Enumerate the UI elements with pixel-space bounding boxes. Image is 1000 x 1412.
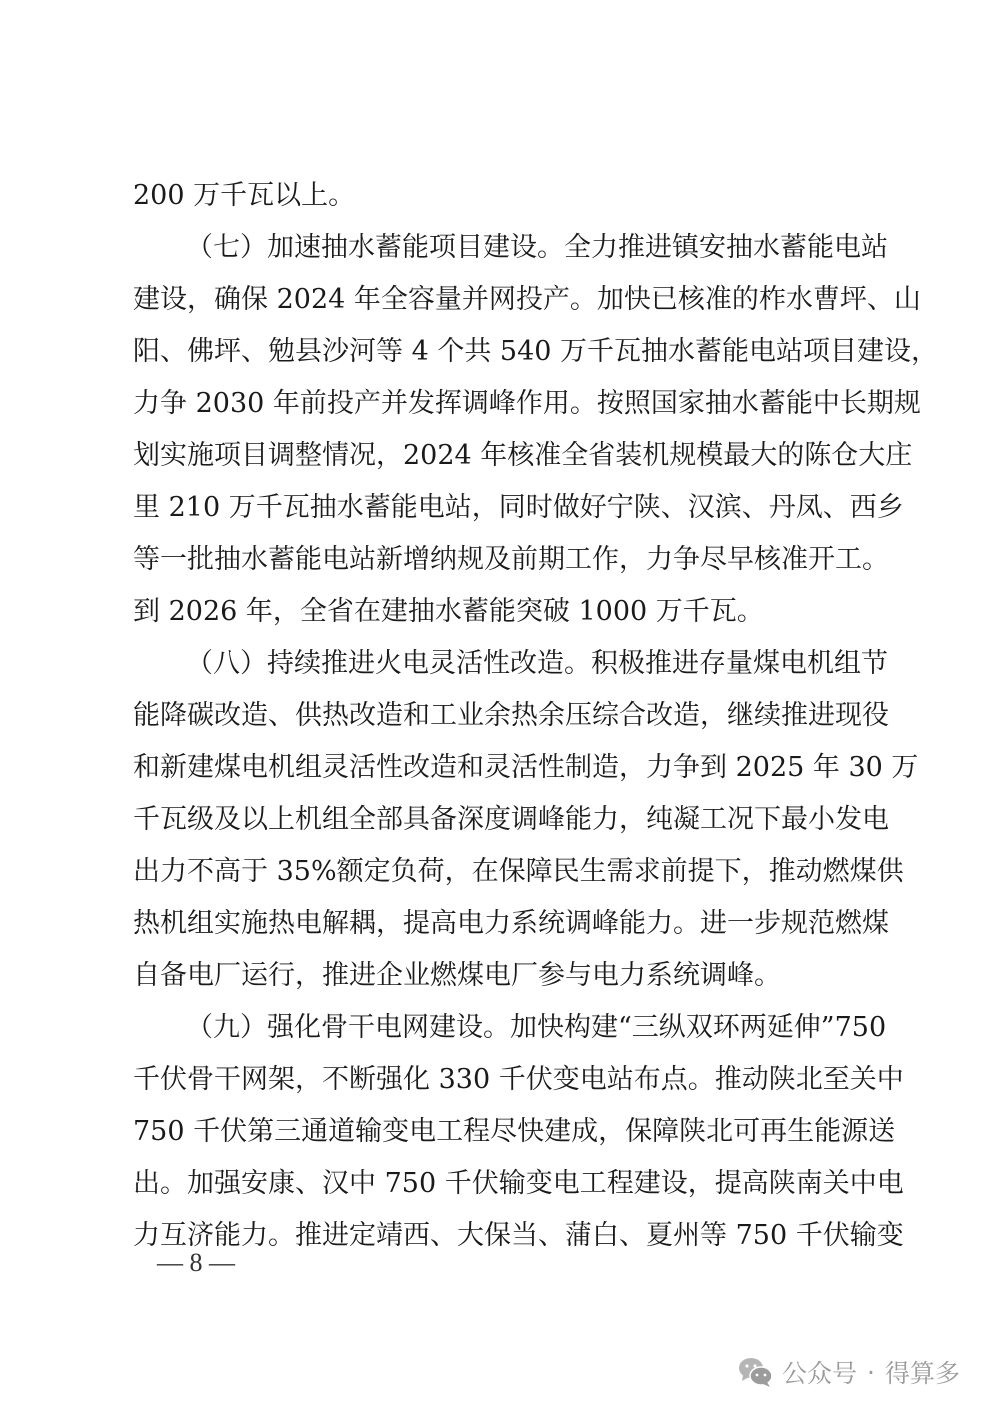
text-line: 热机组实施热电解耦，提高电力系统调峰能力。进一步规范燃煤 [133,908,889,939]
wechat-icon [738,1356,774,1388]
watermark-separator: · [867,1357,875,1387]
text-line: （八）持续推进火电灵活性改造。积极推进存量煤电机组节 [186,648,888,679]
text-line: 等一批抽水蓄能电站新增纳规及前期工作，力争尽早核准开工。 [133,544,889,575]
text-line: 能降碳改造、供热改造和工业余热余压综合改造，继续推进现役 [133,700,889,731]
text-line: 和新建煤电机组灵活性改造和灵活性制造，力争到 2025 年 30 万 [133,752,919,783]
wechat-watermark [738,1352,960,1392]
watermark-label: 公众号 [782,1359,858,1388]
text-line: 力争 2030 年前投产并发挥调峰作用。按照国家抽水蓄能中长期规 [133,388,921,419]
text-line: 出力不高于 35%额定负荷，在保障民生需求前提下，推动燃煤供 [133,856,904,887]
text-line: 阳、佛坪、勉县沙河等 4 个共 540 万千瓦抽水蓄能电站项目建设， [133,336,939,367]
text-line: 自备电厂运行，推进企业燃煤电厂参与电力系统调峰。 [133,960,781,991]
text-line: 千瓦级及以上机组全部具备深度调峰能力，纯凝工况下最小发电 [133,804,889,835]
text-line: 划实施项目调整情况，2024 年核准全省装机规模最大的陈仓大庄 [133,440,913,471]
text-line: （九）强化骨干电网建设。加快构建“三纵双环两延伸”750 [186,1012,887,1043]
text-line: 出。加强安康、汉中 750 千伏输变电工程建设，提高陕南关中电 [133,1168,904,1199]
watermark-account: 得算多 [884,1359,960,1388]
text-line: 建设，确保 2024 年全容量并网投产。加快已核准的柞水曹坪、山 [133,284,921,315]
text-line: 到 2026 年，全省在建抽水蓄能突破 1000 万千瓦。 [133,596,764,627]
text-line: （七）加速抽水蓄能项目建设。全力推进镇安抽水蓄能电站 [186,232,888,263]
page-number: — 8 — [157,1248,235,1277]
text-line: 750 千伏第三通道输变电工程尽快建成，保障陕北可再生能源送 [133,1116,896,1147]
text-line: 里 210 万千瓦抽水蓄能电站，同时做好宁陕、汉滨、丹凤、西乡 [133,492,904,523]
text-line: 200 万千瓦以上。 [133,180,356,211]
text-line: 力互济能力。推进定靖西、大保当、蒲白、夏州等 750 千伏输变 [133,1220,904,1251]
text-line: 千伏骨干网架，不断强化 330 千伏变电站布点。推动陕北至关中 [133,1064,904,1095]
